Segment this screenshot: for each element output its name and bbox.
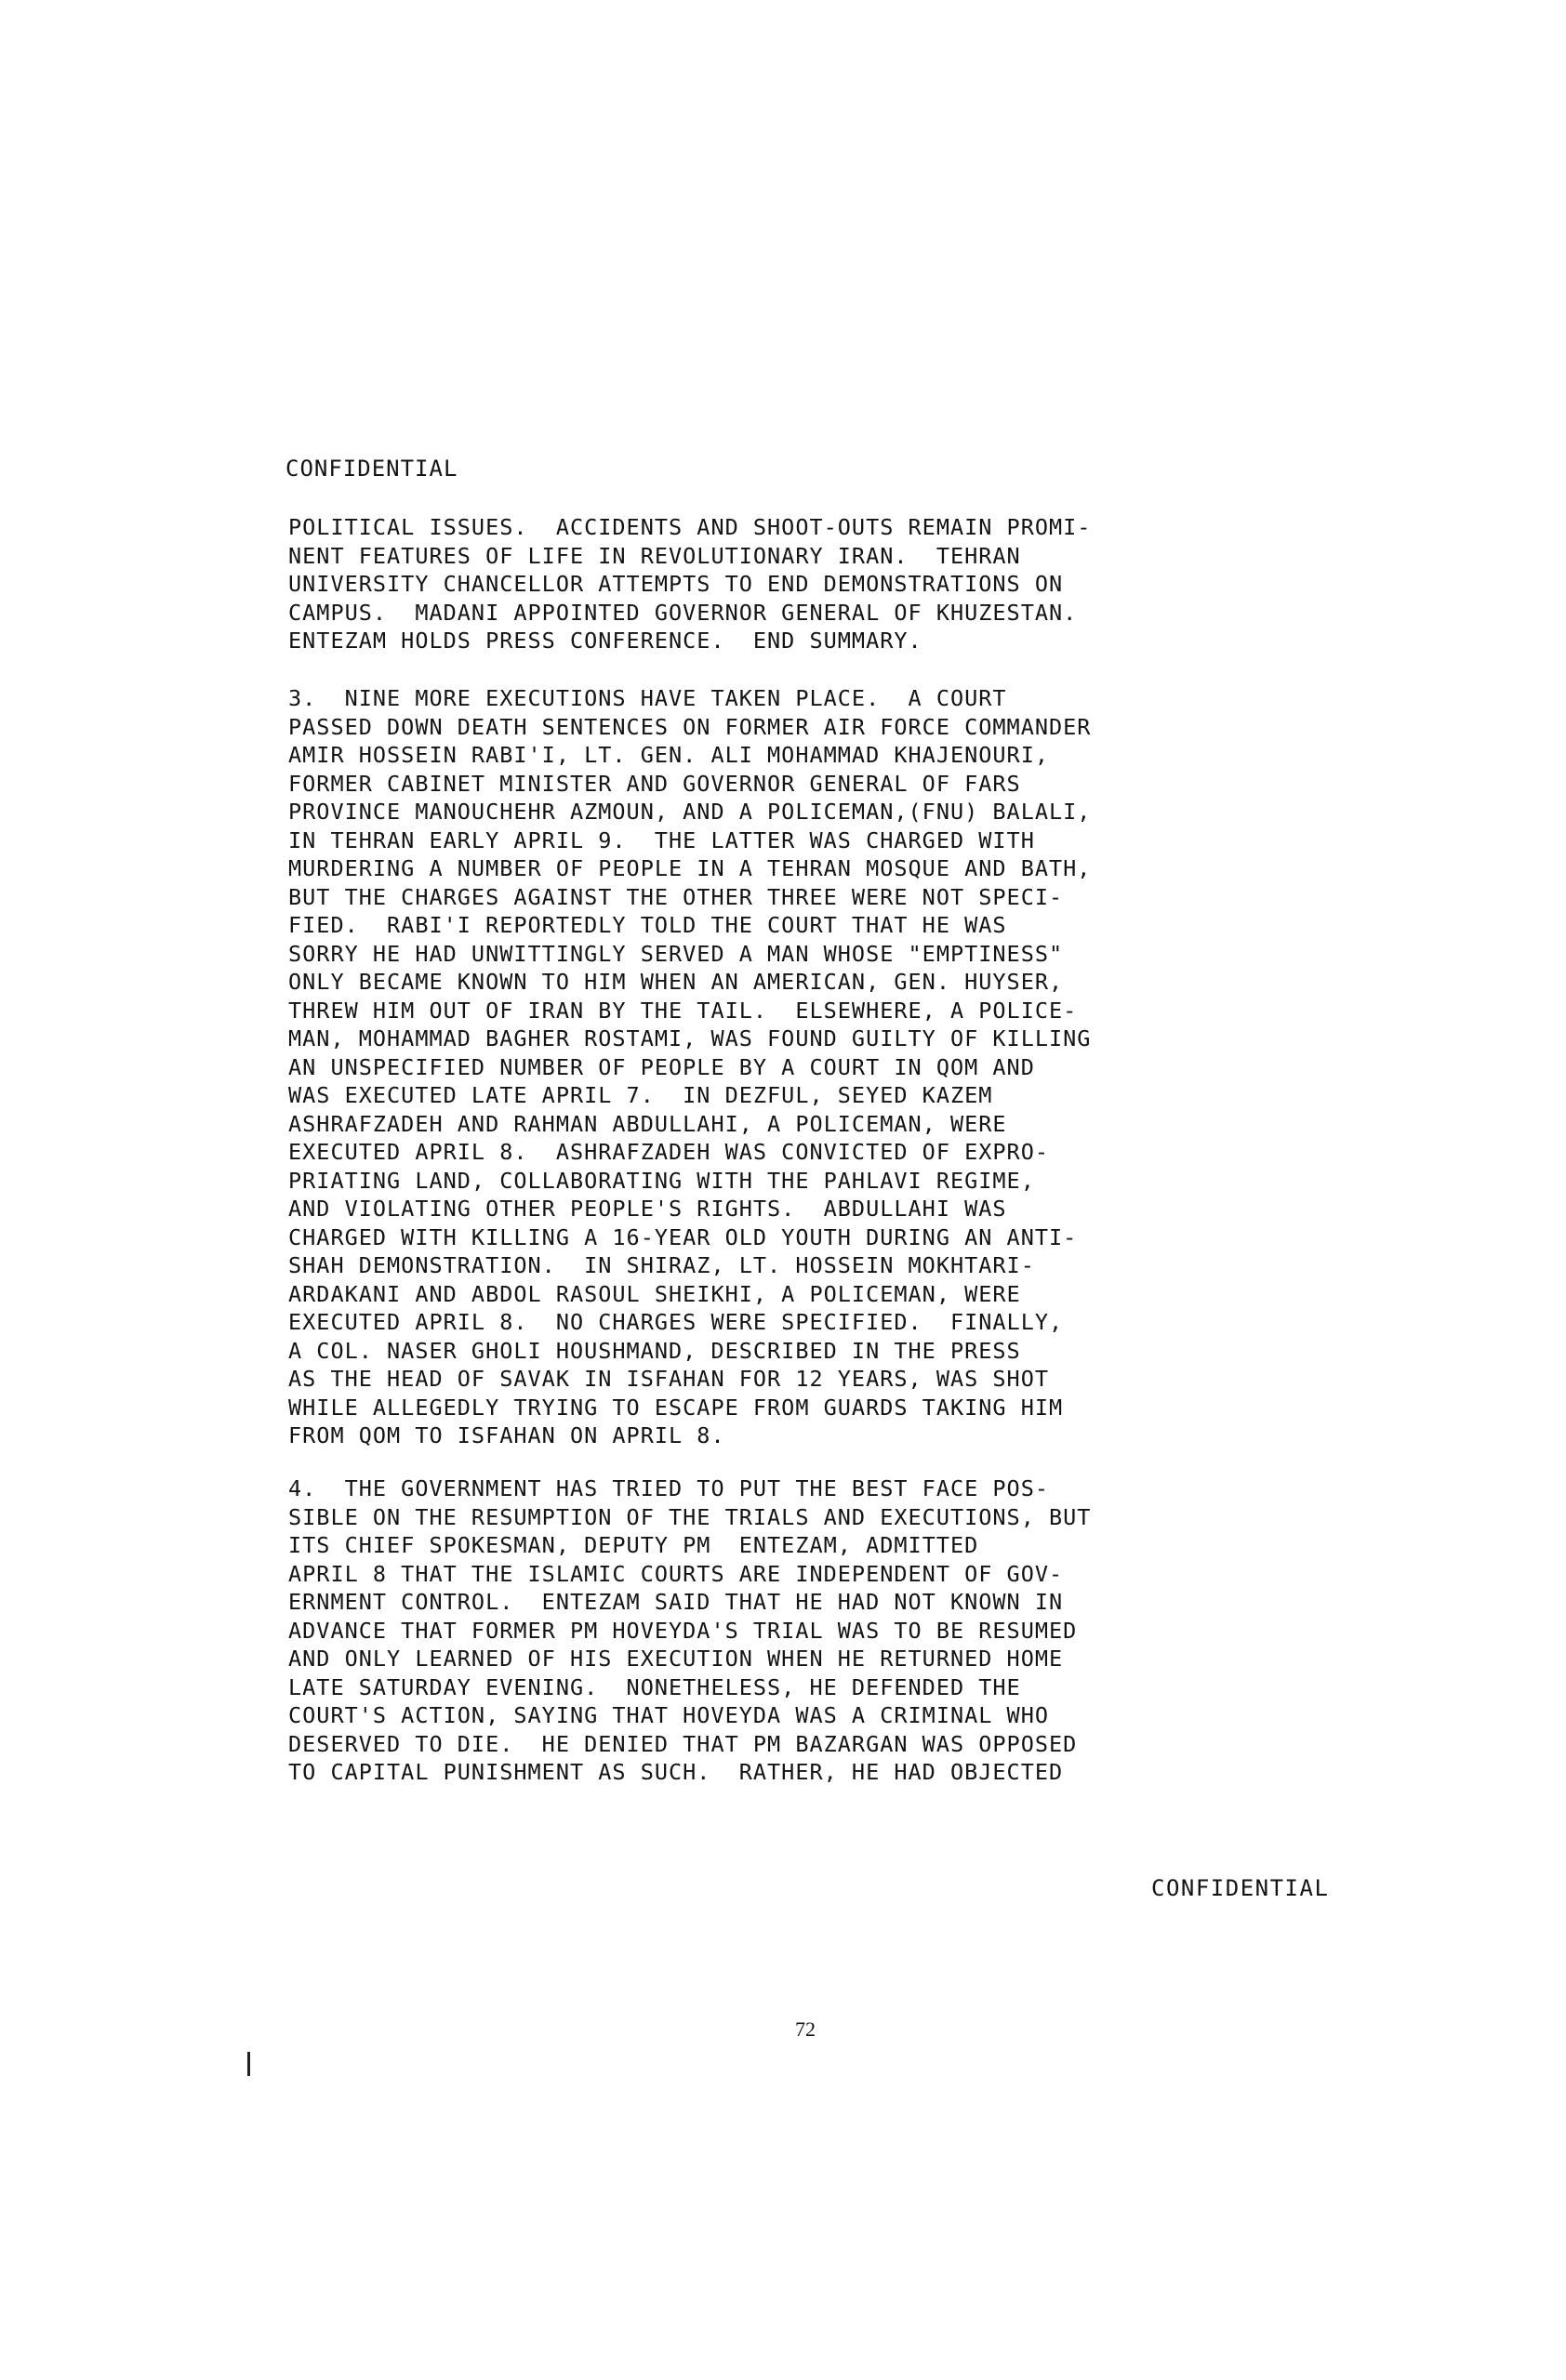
text-line: FIED. RABI'I REPORTEDLY TOLD THE COURT THAT HE WAS — [288, 912, 1007, 938]
text-line: POLITICAL ISSUES. ACCIDENTS AND SHOOT-OUTS REMAIN PROMI- — [288, 514, 1092, 540]
text-line: PASSED DOWN DEATH SENTENCES ON FORMER AIR FORCE COMMANDER — [288, 713, 1092, 740]
text-line: SIBLE ON THE RESUMPTION OF THE TRIALS AND EXECUTIONS, BUT — [288, 1503, 1092, 1530]
text-line: EXECUTED APRIL 8. ASHRAFZADEH WAS CONVICTED OF EXPRO- — [288, 1139, 1050, 1165]
text-line: IN TEHRAN EARLY APRIL 9. THE LATTER WAS CHARGED WITH — [288, 826, 1035, 853]
text-line: UNIVERSITY CHANCELLOR ATTEMPTS TO END DEMONSTRATIONS ON — [288, 571, 1064, 597]
text-line: SORRY HE HAD UNWITTINGLY SERVED A MAN WHOSE "EMPTINESS" — [288, 940, 1064, 967]
text-line: 3. NINE MORE EXECUTIONS HAVE TAKEN PLACE. A COURT — [288, 685, 1007, 711]
text-line: PROVINCE MANOUCHEHR AZMOUN, AND A POLICEMAN,(FNU) BALALI, — [288, 799, 1092, 825]
text-line: AN UNSPECIFIED NUMBER OF PEOPLE BY A COURT IN QOM AND — [288, 1053, 1035, 1080]
header-classification: CONFIDENTIAL — [285, 456, 458, 482]
text-line: MURDERING A NUMBER OF PEOPLE IN A TEHRAN MOSQUE AND BATH, — [288, 855, 1092, 881]
text-line: TO CAPITAL PUNISHMENT AS SUCH. RATHER, HE HAD OBJECTED — [288, 1759, 1064, 1785]
page-number: 72 — [795, 2017, 816, 2041]
summary-paragraph — [288, 513, 1091, 655]
text-line: ONLY BECAME KNOWN TO HIM WHEN AN AMERICAN, GEN. HUYSER, — [288, 969, 1064, 995]
text-line: COURT'S ACTION, SAYING THAT HOVEYDA WAS A CRIMINAL WHO — [288, 1702, 1050, 1728]
text-line: LATE SATURDAY EVENING. NONETHELESS, HE DEFENDED THE — [288, 1673, 1021, 1700]
text-line: WHILE ALLEGEDLY TRYING TO ESCAPE FROM GUARDS TAKING HIM — [288, 1394, 1064, 1421]
text-line: AS THE HEAD OF SAVAK IN ISFAHAN FOR 12 YEARS, WAS SHOT — [288, 1366, 1050, 1392]
text-line: THREW HIM OUT OF IRAN BY THE TAIL. ELSEWHERE, A POLICE- — [288, 997, 1078, 1024]
text-line: CHARGED WITH KILLING A 16-YEAR OLD YOUTH DURING AN ANTI- — [288, 1223, 1078, 1250]
text-line: AND VIOLATING OTHER PEOPLE'S RIGHTS. ABDULLAHI WAS — [288, 1196, 1007, 1222]
text-line: ITS CHIEF SPOKESMAN, DEPUTY PM ENTEZAM, ADMITTED — [288, 1532, 979, 1558]
text-line: NENT FEATURES OF LIFE IN REVOLUTIONARY IRAN. TEHRAN — [288, 542, 1021, 569]
text-line: ENTEZAM HOLDS PRESS CONFERENCE. END SUMMARY. — [288, 628, 922, 654]
paragraph-3 — [288, 684, 1091, 1450]
text-line: ADVANCE THAT FORMER PM HOVEYDA'S TRIAL WAS TO BE RESUMED — [288, 1617, 1078, 1644]
text-line: MAN, MOHAMMAD BAGHER ROSTAMI, WAS FOUND GUILTY OF KILLING — [288, 1025, 1092, 1051]
text-line: AND ONLY LEARNED OF HIS EXECUTION WHEN HE RETURNED HOME — [288, 1646, 1064, 1672]
text-line: DESERVED TO DIE. HE DENIED THAT PM BAZARGAN WAS OPPOSED — [288, 1730, 1078, 1757]
text-line: APRIL 8 THAT THE ISLAMIC COURTS ARE INDEPENDENT OF GOV- — [288, 1560, 1064, 1587]
text-line: ASHRAFZADEH AND RAHMAN ABDULLAHI, A POLICEMAN, WERE — [288, 1110, 1007, 1137]
text-line: A COL. NASER GHOLI HOUSHMAND, DESCRIBED IN THE PRESS — [288, 1337, 1021, 1364]
text-line: FROM QOM TO ISFAHAN ON APRIL 8. — [288, 1422, 725, 1448]
text-line: BUT THE CHARGES AGAINST THE OTHER THREE WERE NOT SPECI- — [288, 883, 1064, 910]
paragraph-4 — [288, 1474, 1091, 1787]
margin-mark — [247, 2052, 250, 2076]
footer-classification: CONFIDENTIAL — [1151, 1875, 1330, 1901]
text-line: SHAH DEMONSTRATION. IN SHIRAZ, LT. HOSSEIN MOKHTARI- — [288, 1252, 1035, 1278]
text-line: WAS EXECUTED LATE APRIL 7. IN DEZFUL, SEYED KAZEM — [288, 1082, 993, 1108]
text-line: 4. THE GOVERNMENT HAS TRIED TO PUT THE BEST FACE POS- — [288, 1475, 1050, 1501]
text-line: PRIATING LAND, COLLABORATING WITH THE PAHLAVI REGIME, — [288, 1167, 1035, 1194]
text-line: ERNMENT CONTROL. ENTEZAM SAID THAT HE HAD NOT KNOWN IN — [288, 1589, 1064, 1615]
text-line: CAMPUS. MADANI APPOINTED GOVERNOR GENERAL OF KHUZESTAN. — [288, 599, 1078, 626]
text-line: EXECUTED APRIL 8. NO CHARGES WERE SPECIFIED. FINALLY, — [288, 1309, 1064, 1335]
text-line: AMIR HOSSEIN RABI'I, LT. GEN. ALI MOHAMMAD KHAJENOURI, — [288, 742, 1050, 768]
text-line: FORMER CABINET MINISTER AND GOVERNOR GENERAL OF FARS — [288, 770, 1021, 797]
text-line: ARDAKANI AND ABDOL RASOUL SHEIKHI, A POLICEMAN, WERE — [288, 1280, 1021, 1307]
